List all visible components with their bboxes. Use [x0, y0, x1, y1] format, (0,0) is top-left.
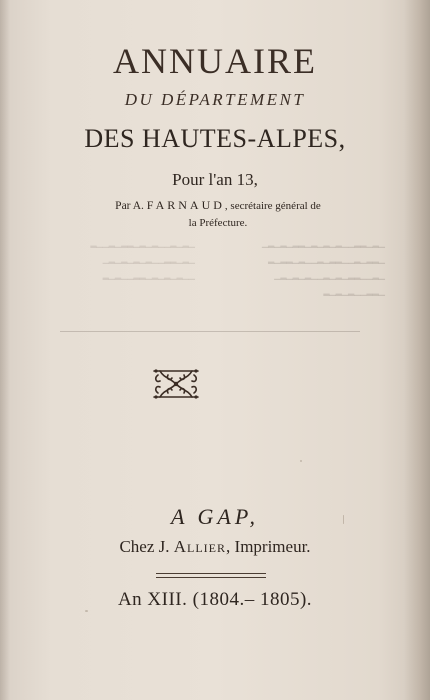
- paper-speck: [118, 70, 120, 72]
- bleed-through-text-left: ▁▂▁▂▁▁▂▁▂▁▂▂▁▂▁▁▂ ▁▂▁▂▂▁▁▂▁▂▁▂▁▂▁ ▁▁▂▁▂▁▂▁▂▂▁▁▂▁▂: [90, 239, 195, 280]
- author-prefix: Par A.: [115, 200, 144, 212]
- publication-date: An XIII. (1804.– 1805).: [117, 589, 313, 610]
- region-title: DES HAUTES-ALPES,: [84, 124, 346, 153]
- printer-name: Allier: [173, 537, 227, 556]
- author-name: FARNAUD: [146, 198, 225, 212]
- imprint-prefix: Chez J.: [119, 537, 170, 556]
- imprint-city: A GAP,: [171, 504, 259, 529]
- printer-fleuron-ornament-icon: [150, 366, 202, 402]
- paper-speck: [300, 460, 302, 462]
- author-role-continued: la Préfecture.: [188, 217, 248, 229]
- year-line: Pour l'an 13,: [172, 170, 258, 189]
- bleed-through-rule: [60, 331, 360, 332]
- imprint-printer-line: [0, 537, 430, 557]
- bleed-through-text: ▁▂▁▂▂▁▁▂▁▂▁▂▁▂▂▁▂▁▂▁ ▁▂▂▁▂▁▁▂▂▁▂▁▁▂▁▂▂▁▂ ▁▂▁▁▂▂▁▂▁▂▁▁▂▁▂▁▂▁ ▁▂▂▁▁▂▁▂▁▂: [261, 239, 385, 296]
- double-rule-divider: [156, 573, 266, 578]
- printer-role: , Imprimeur.: [226, 537, 311, 556]
- book-title: ANNUAIRE: [113, 41, 317, 81]
- book-subtitle: DU DÉPARTEMENT: [124, 90, 306, 109]
- author-role: , secrétaire général de: [224, 200, 321, 212]
- paper-speck: [85, 610, 88, 612]
- paper-mark: [343, 515, 344, 524]
- author-line: [68, 197, 368, 232]
